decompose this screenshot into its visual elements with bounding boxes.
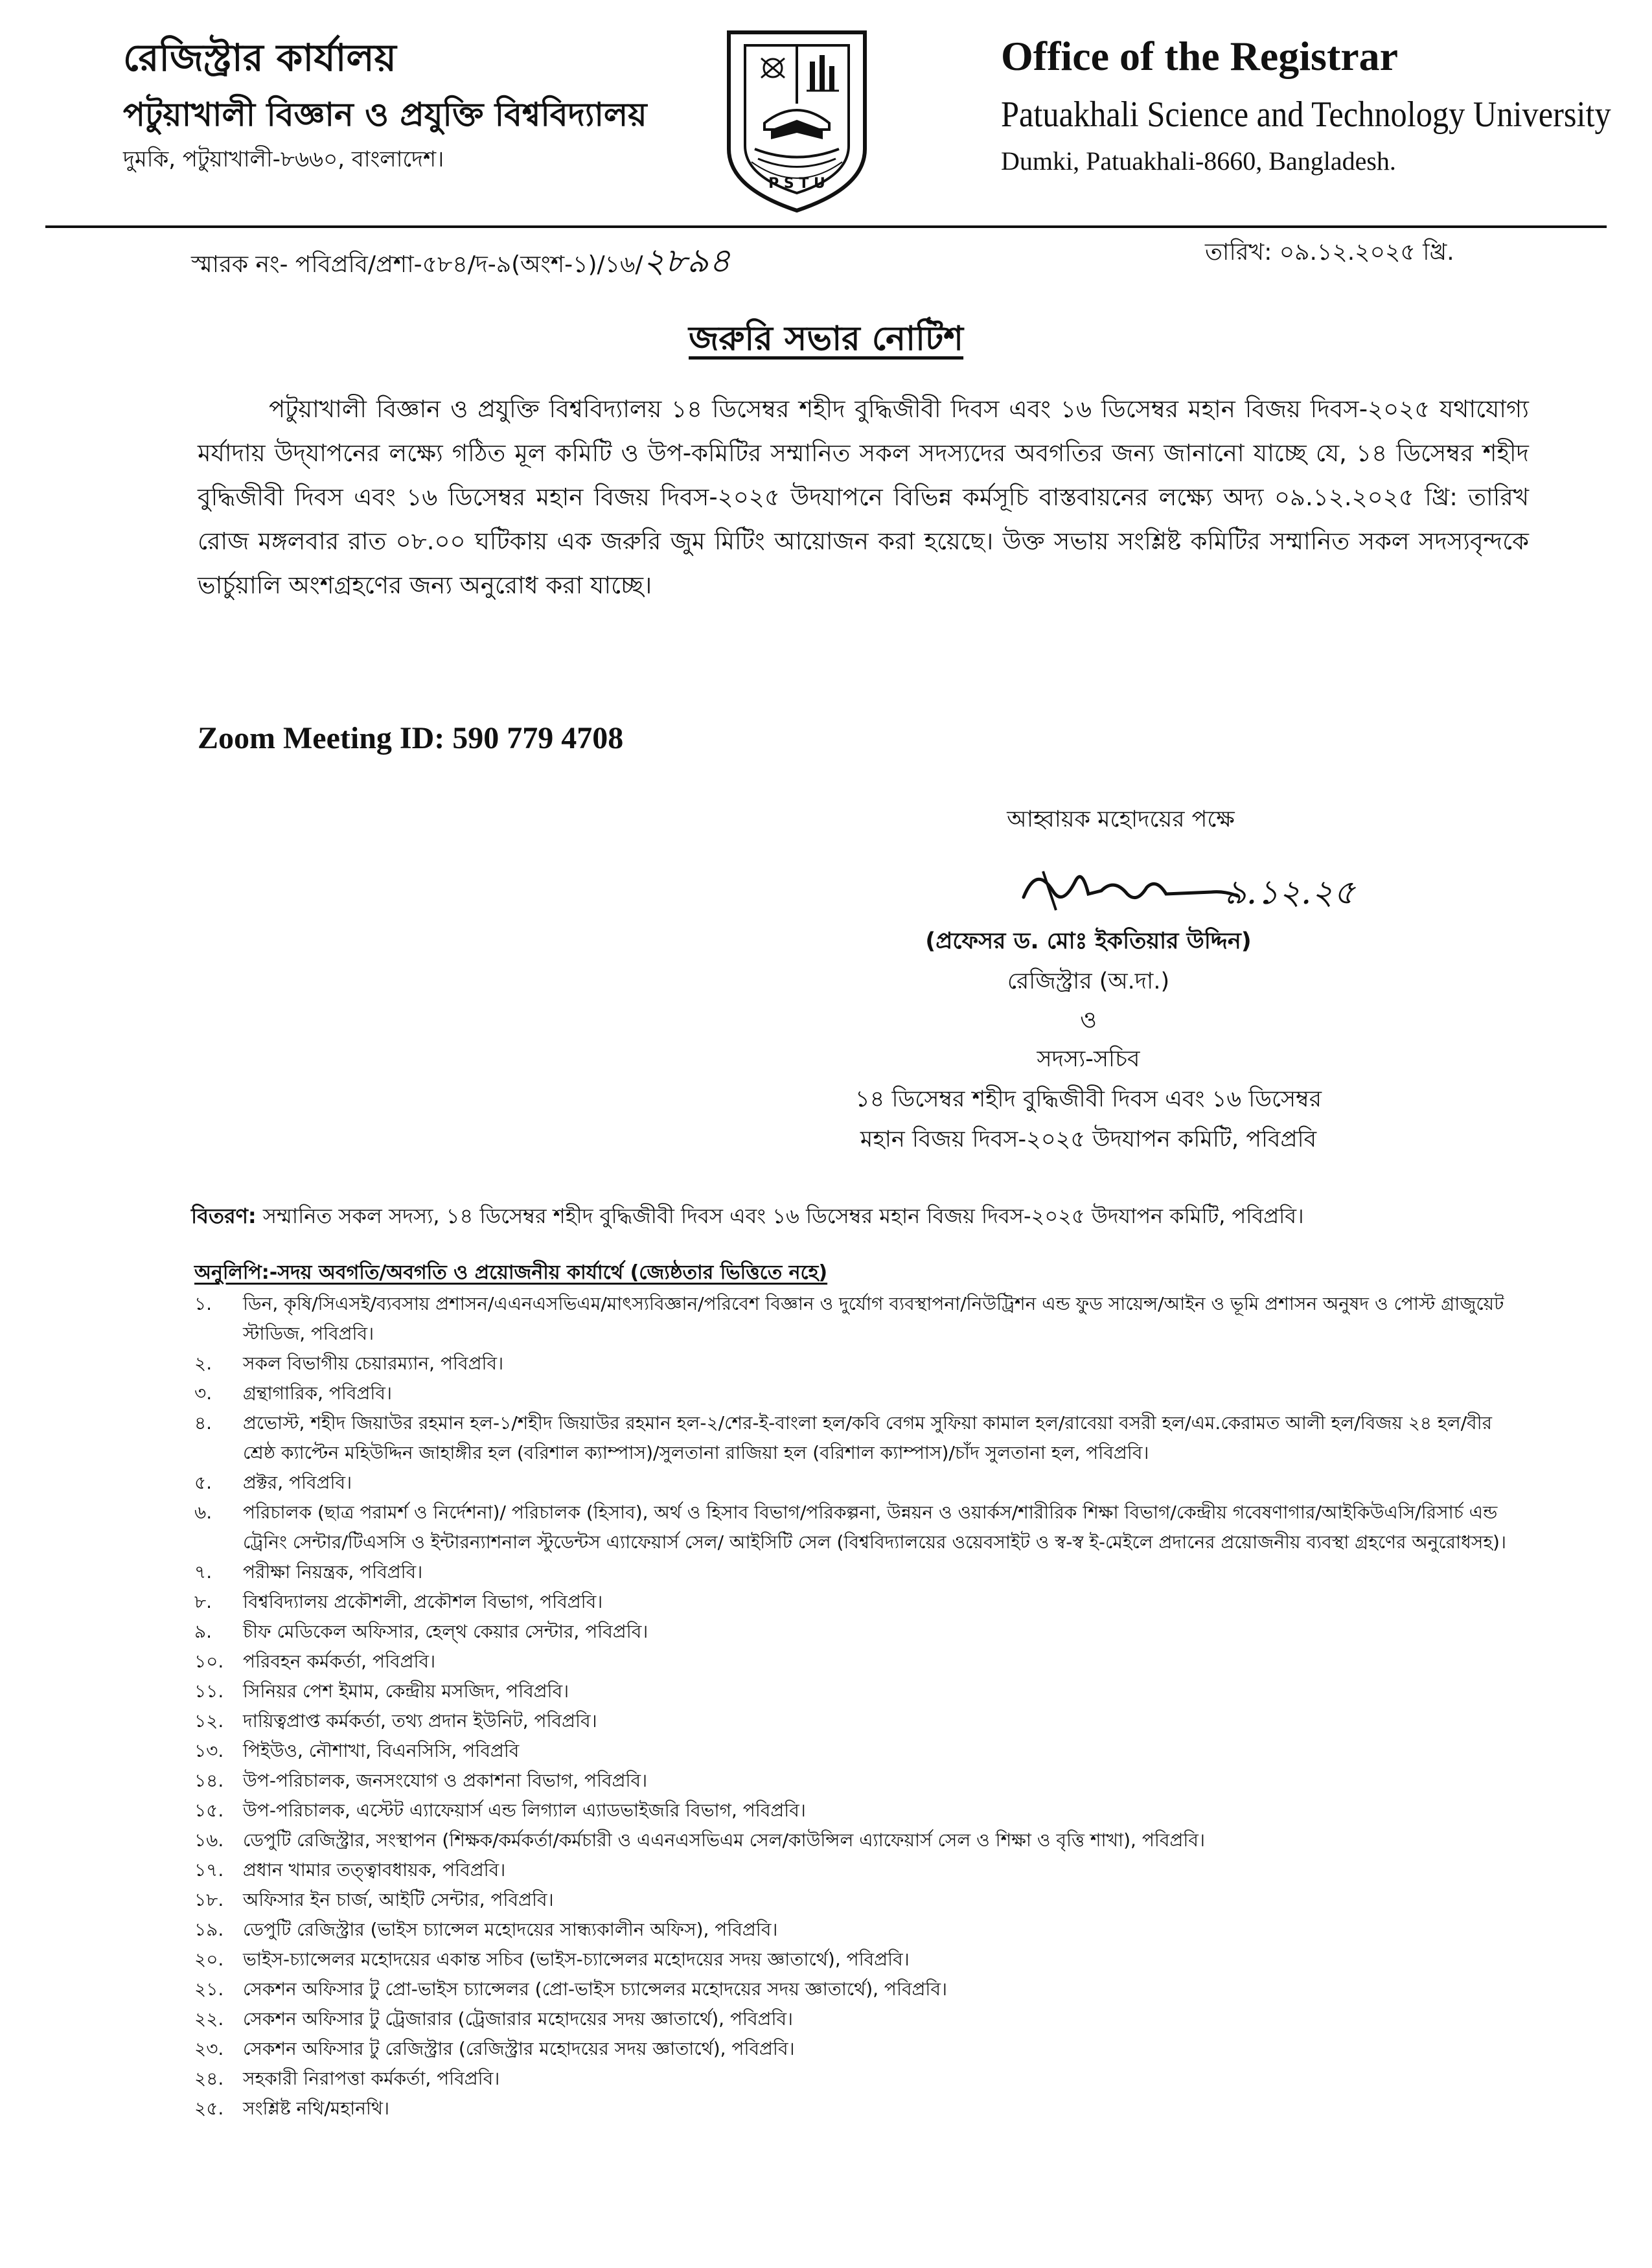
cc-item: [194, 1289, 1529, 1349]
distribution: [191, 1200, 1304, 1235]
cc-item: [194, 2064, 1529, 2094]
cc-item: [194, 1736, 1529, 1766]
notice-title: জরুরি সভার নোটিশ: [689, 319, 964, 358]
signature-on-behalf: [862, 803, 1380, 836]
cc-item-number: ১১.: [194, 1680, 224, 1702]
cc-item-text: বিশ্ববিদ্যালয় প্রকৌশলী, প্রকৌশল বিভাগ, পবিপ্রবি।: [243, 1591, 603, 1612]
cc-item-text: প্রভোস্ট, শহীদ জিয়াউর রহমান হল-১/শহীদ জিয়াউর রহমান হল-২/শের-ই-বাংলা হল/কবি বেগম সুফিয়া কামাল হল/রাবেয়া বসরী হল/এম.কেরামত আলী হল/বিজয় ২৪ হল/বীর শ্রেষ্ঠ ক্যাপ্টেন মহিউদ্দিন জাহাঙ্গীর হল (বরিশাল ক্যাম্পাস)/সুলতানা রাজিয়া হল (বরিশাল ক্যাম্পাস)/চাঁদ সুলতানা হল, পবিপ্রবি।: [243, 1412, 1493, 1463]
cc-item-number: ৭.: [194, 1561, 212, 1583]
cc-item-number: ১৭.: [194, 1859, 224, 1881]
cc-item-text: সকল বিভাগীয় চেয়ারম্যান, পবিপ্রবি।: [243, 1353, 504, 1374]
cc-item: [194, 1617, 1529, 1647]
memo-date: তারিখ: ০৯.১২.২০২৫ খ্রি.: [1205, 239, 1454, 266]
cc-item-text: সংশ্লিষ্ট নথি/মহানথি।: [243, 2098, 390, 2119]
cc-item-number: ২১.: [194, 1978, 224, 2000]
cc-item-number: ৮.: [194, 1591, 212, 1612]
signatory-role: সদস্য-সচিব: [1037, 1046, 1140, 1072]
cc-item-number: ২২.: [194, 2008, 224, 2030]
cc-item-text: ডিন, কৃষি/সিএসই/ব্যবসায় প্রশাসন/এএনএসভিএম/মাৎস্যবিজ্ঞান/পরিবেশ বিজ্ঞান ও দুর্যোগ ব্যবস্থাপনা/নিউট্রিশন এন্ড ফুড সায়েন্স/আইন ও ভূমি প্রশাসন অনুষদ ও পোস্ট গ্রাজুয়েট স্টাডিজ, পবিপ্রবি।: [243, 1293, 1504, 1344]
signatory-designation: রেজিস্ট্রার (অ.দা.): [1007, 968, 1170, 994]
english-office-title: Office of the Registrar: [1001, 33, 1399, 79]
cc-item-number: ২৩.: [194, 2038, 224, 2059]
cc-item-text: সেকশন অফিসার টু ট্রেজারার (ট্রেজারার মহোদয়ের সদয় জ্ঞাতার্থে), পবিপ্রবি।: [243, 2008, 794, 2030]
cc-item-number: ৩.: [194, 1382, 212, 1404]
cc-item-text: প্রক্টর, পবিপ্রবি।: [243, 1472, 352, 1493]
bangla-office-title: রেজিস্ট্রার কার্যালয়: [123, 36, 396, 80]
cc-item-text: পরিচালক (ছাত্র পরামর্শ ও নির্দেশনা)/ পরিচালক (হিসাব), অর্থ ও হিসাব বিভাগ/পরিকল্পনা, উন্নয়ন ও ওয়ার্কস/শারীরিক শিক্ষা বিভাগ/কেন্দ্রীয় গবেষণাগার/আইকিউএসি/রিসার্চ এন্ড ট্রেনিং সেন্টার/টিএসসি ও ইন্টারন্যাশনাল স্টুডেন্টস এ্যাফেয়ার্স সেল/ আইসিটি সেল (বিশ্ববিদ্যালয়ের ওয়েবসাইট ও স্ব-স্ব ই-মেইলে প্রদানের প্রয়োজনীয় ব্যবস্থা গ্রহণের অনুরোধসহ)।: [243, 1502, 1506, 1553]
cc-item-number: ১.: [194, 1293, 212, 1314]
cc-item: [194, 1587, 1529, 1617]
cc-item-text: উপ-পরিচালক, জনসংযোগ ও প্রকাশনা বিভাগ, পবিপ্রবি।: [243, 1770, 648, 1791]
zoom-meeting-id: Zoom Meeting ID: 590 779 4708: [198, 721, 624, 755]
cc-item: [194, 1915, 1529, 1945]
cc-item-text: ভাইস-চ্যান্সেলর মহোদয়ের একান্ত সচিব (ভাইস-চ্যান্সেলর মহোদয়ের সদয় জ্ঞাতার্থে), পবিপ্রবি।: [243, 1949, 910, 1970]
cc-item-text: পরিবহন কর্মকর্তা, পবিপ্রবি।: [243, 1651, 436, 1672]
cc-item-text: সিনিয়র পেশ ইমাম, কেন্দ্রীয় মসজিদ, পবিপ্রবি।: [243, 1680, 569, 1702]
cc-item-text: পিইউও, নৌশাখা, বিএনসিসি, পবিপ্রবি: [243, 1740, 520, 1761]
memo-reference-text: স্মারক নং- পবিপ্রবি/প্রশা-৫৮৪/দ-৯(অংশ-১)/১৬/: [191, 251, 643, 278]
cc-item-text: সেকশন অফিসার টু রেজিস্ট্রার (রেজিস্ট্রার মহোদয়ের সদয় জ্ঞাতার্থে), পবিপ্রবি।: [243, 2038, 795, 2059]
distribution-text: সম্মানিত সকল সদস্য, ১৪ ডিসেম্বর শহীদ বুদ্ধিজীবী দিবস এবং ১৬ ডিসেম্বর মহান বিজয় দিবস-২০২৫ উদযাপন কমিটি, পবিপ্রবি।: [256, 1204, 1304, 1228]
signatory-name: (প্রফেসর ড. মোঃ ইকতিয়ার উদ্দিন): [925, 928, 1252, 954]
cc-item-number: ১৫.: [194, 1800, 224, 1821]
cc-item-number: ১৪.: [194, 1770, 224, 1791]
cc-item: [194, 1408, 1529, 1468]
cc-item-number: ২০.: [194, 1949, 224, 1970]
cc-item: [194, 1647, 1529, 1677]
cc-item-number: ২৫.: [194, 2098, 224, 2119]
cc-item-number: ১২.: [194, 1710, 224, 1732]
cc-item-text: চীফ মেডিকেল অফিসার, হেল্থ কেয়ার সেন্টার, পবিপ্রবি।: [243, 1621, 648, 1642]
cc-item-number: ৪.: [194, 1412, 212, 1434]
cc-item-text: প্রধান খামার তত্ত্বাবধায়ক, পবিপ্রবি।: [243, 1859, 506, 1881]
header-rule: [45, 225, 1607, 228]
cc-item: [194, 1349, 1529, 1379]
cc-item: [194, 1975, 1529, 2004]
cc-item-number: ২৪.: [194, 2068, 224, 2089]
cc-item: [194, 1557, 1529, 1587]
signatory-block: [797, 925, 1380, 1156]
cc-item-text: ডেপুটি রেজিস্ট্রার (ভাইস চ্যান্সেল মহোদয়ের সান্ধ্যকালীন অফিস), পবিপ্রবি।: [243, 1919, 778, 1940]
cc-item-number: ৯.: [194, 1621, 212, 1642]
cc-item: [194, 1826, 1529, 1855]
cc-item-text: ডেপুটি রেজিস্ট্রার, সংস্থাপন (শিক্ষক/কর্মকর্তা/কর্মচারী ও এএনএসভিএম সেল/কাউন্সিল এ্যাফেয়ার্স সেল ও শিক্ষা ও বৃত্তি শাখা), পবিপ্রবি।: [243, 1829, 1205, 1851]
cc-item-number: ১৮.: [194, 1889, 224, 1910]
cc-item: [194, 2034, 1529, 2064]
handwritten-signature: [1017, 858, 1406, 923]
cc-item: [194, 1468, 1529, 1498]
cc-item-text: উপ-পরিচালক, এস্টেট এ্যাফেয়ার্স এন্ড লিগ্যাল এ্যাডভাইজরি বিভাগ, পবিপ্রবি।: [243, 1800, 806, 1821]
cc-item: [194, 1677, 1529, 1706]
memo-reference: [191, 235, 731, 291]
bangla-address: দুমকি, পটুয়াখালী-৮৬৬০, বাংলাদেশ।: [123, 146, 444, 172]
cc-heading: অনুলিপি:-সদয় অবগতি/অবগতি ও প্রয়োজনীয় কার্যার্থে (জ্যেষ্ঠতার ভিত্তিতে নহে): [194, 1261, 828, 1284]
logo-pstu-letters: P S T U: [768, 176, 825, 192]
cc-item-number: ৫.: [194, 1472, 212, 1493]
cc-item: [194, 1855, 1529, 1885]
cc-item: [194, 1766, 1529, 1796]
cc-item: [194, 2094, 1529, 2124]
cc-item: [194, 1498, 1529, 1557]
cc-item-text: গ্রন্থাগারিক, পবিপ্রবি।: [243, 1382, 393, 1404]
cc-item-text: পরীক্ষা নিয়ন্ত্রক, পবিপ্রবি।: [243, 1561, 423, 1583]
english-university-name: Patuakhali Science and Technology University: [1001, 95, 1611, 135]
committee-line-1: ১৪ ডিসেম্বর শহীদ বুদ্ধিজীবী দিবস এবং ১৬ ডিসেম্বর: [855, 1086, 1322, 1112]
cc-item: [194, 1885, 1529, 1915]
cc-item-text: সহকারী নিরাপত্তা কর্মকর্তা, পবিপ্রবি।: [243, 2068, 500, 2089]
notice-body: পটুয়াখালী বিজ্ঞান ও প্রযুক্তি বিশ্ববিদ্যালয় ১৪ ডিসেম্বর শহীদ বুদ্ধিজীবী দিবস এবং ১৬ ডিসেম্বর মহান বিজয় দিবস-২০২৫ যথাযোগ্য মর্যাদায় উদ্‌যাপনের লক্ষ্যে গঠিত মূল কমিটি ও উপ-কমিটির সম্মানিত সকল সদস্যদের অবগতির জন্য জানানো যাচ্ছে যে, ১৪ ডিসেম্বর শহীদ বুদ্ধিজীবী দিবস এবং ১৬ ডিসেম্বর মহান বিজয় দিবস-২০২৫ উদযাপনে বিভিন্ন কর্মসূচি বাস্তবায়নের লক্ষ্যে অদ্য ০৯.১২.২০২৫ খ্রি: তারিখ রোজ মঙ্গলবার রাত ০৮.০০ ঘটিকায় এক জরুরি জুম মিটিং আয়োজন করা হয়েছে। উক্ত সভায় সংশ্লিষ্ট কমিটির সম্মানিত সকল সদস্যবৃন্দকে ভার্চুয়ালি অংশগ্রহণের জন্য অনুরোধ করা যাচ্ছে।: [198, 395, 1529, 599]
cc-item: [194, 1379, 1529, 1408]
cc-item: [194, 1706, 1529, 1736]
signatory-and: ও: [1080, 1007, 1097, 1033]
cc-item: [194, 2004, 1529, 2034]
on-behalf-text: আহ্বায়ক মহোদয়ের পক্ষে: [1007, 807, 1235, 832]
cc-item-text: দায়িত্বপ্রাপ্ত কর্মকর্তা, তথ্য প্রদান ইউনিট, পবিপ্রবি।: [243, 1710, 597, 1732]
cc-item-text: সেকশন অফিসার টু প্রো-ভাইস চ্যান্সেলর (প্রো-ভাইস চ্যান্সেলর মহোদয়ের সদয় জ্ঞাতার্থে), পবিপ্রবি।: [243, 1978, 948, 2000]
cc-item: [194, 1945, 1529, 1975]
memo-handwritten-number: ২৮৯৪: [643, 242, 731, 281]
cc-item-number: ৬.: [194, 1502, 212, 1523]
university-logo: [716, 26, 878, 214]
cc-item-text: অফিসার ইন চার্জ, আইটি সেন্টার, পবিপ্রবি।: [243, 1889, 554, 1910]
bangla-university-name: পটুয়াখালী বিজ্ঞান ও প্রযুক্তি বিশ্ববিদ্যালয়: [123, 96, 647, 133]
cc-item-number: ১০.: [194, 1651, 224, 1672]
distribution-label: বিতরণ:: [191, 1204, 257, 1228]
cc-item-number: ১৯.: [194, 1919, 224, 1940]
cc-item-number: ১৬.: [194, 1829, 224, 1851]
signature-date: ৯.১২.২৫: [1224, 873, 1355, 912]
cc-item: [194, 1796, 1529, 1826]
committee-line-2: মহান বিজয় দিবস-২০২৫ উদযাপন কমিটি, পবিপ্রবি: [860, 1127, 1317, 1152]
cc-list: [194, 1289, 1529, 2124]
english-address: Dumki, Patuakhali-8660, Bangladesh.: [1001, 146, 1396, 176]
cc-item-number: ১৩.: [194, 1740, 224, 1761]
cc-item-number: ২.: [194, 1353, 212, 1374]
